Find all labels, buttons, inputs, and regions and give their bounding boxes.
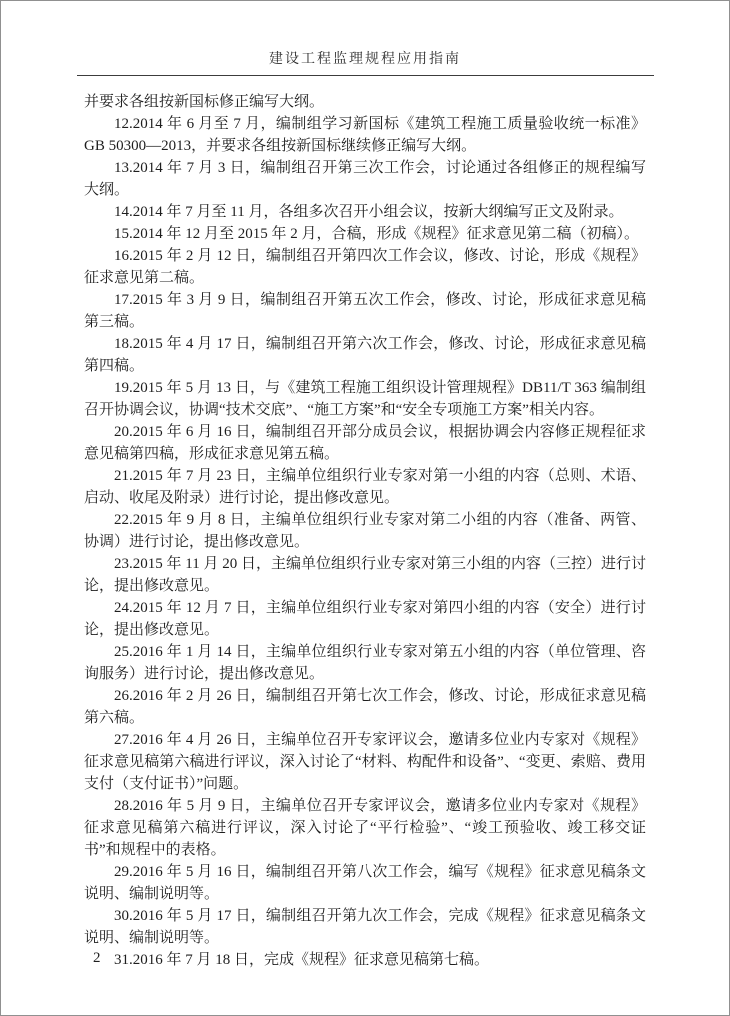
body-paragraph: 17.2015 年 3 月 9 日，编制组召开第五次工作会，修改、讨论，形成征求意见稿第三稿。	[84, 292, 646, 330]
body-paragraph: 20.2015 年 6 月 16 日，编制组召开部分成员会议，根据协调会内容修正规程征求意见稿第四稿，形成征求意见第五稿。	[84, 424, 646, 462]
body-paragraph: 18.2015 年 4 月 17 日，编制组召开第六次工作会，修改、讨论，形成征求意见稿第四稿。	[84, 336, 646, 374]
body-paragraph: 30.2016 年 5 月 17 日，编制组召开第九次工作会，完成《规程》征求意见稿条文说明、编制说明等。	[84, 908, 646, 946]
body-paragraph: 28.2016 年 5 月 9 日，主编单位召开专家评议会，邀请多位业内专家对《规程》征求意见稿第六稿进行评议，深入讨论了“平行检验”、“竣工预验收、竣工移交证书”和规程中的表格。	[84, 798, 646, 858]
body-paragraph: 19.2015 年 5 月 13 日，与《建筑工程施工组织设计管理规程》DB11/T 363 编制组召开协调会议，协调“技术交底”、“施工方案”和“安全专项施工方案”相关内容。	[84, 380, 646, 418]
body-paragraph: 25.2016 年 1 月 14 日，主编单位组织行业专家对第五小组的内容（单位管理、咨询服务）进行讨论，提出修改意见。	[84, 644, 646, 682]
page-number: 2	[93, 950, 101, 966]
running-header-title: 建设工程监理规程应用指南	[269, 52, 461, 67]
body-paragraph: 22.2015 年 9 月 8 日，主编单位组织行业专家对第二小组的内容（准备、两管、协调）进行讨论，提出修改意见。	[84, 512, 646, 550]
header-rule	[77, 75, 654, 76]
body-paragraph: 并要求各组按新国标修正编写大纲。	[84, 94, 325, 110]
body-paragraph: 14.2014 年 7 月至 11 月，各组多次召开小组会议，按新大纲编写正文及附录。	[114, 204, 624, 220]
body-paragraph: 29.2016 年 5 月 16 日，编制组召开第八次工作会，编写《规程》征求意见稿条文说明、编制说明等。	[84, 864, 646, 902]
body-paragraph: 24.2015 年 12 月 7 日，主编单位组织行业专家对第四小组的内容（安全）进行讨论，提出修改意见。	[84, 600, 646, 638]
body-paragraph: 16.2015 年 2 月 12 日，编制组召开第四次工作会议，修改、讨论，形成《规程》征求意见第二稿。	[84, 248, 646, 286]
body-paragraph: 23.2015 年 11 月 20 日，主编单位组织行业专家对第三小组的内容（三控）进行讨论，提出修改意见。	[84, 556, 646, 594]
running-header	[1, 1, 729, 68]
body-paragraph: 13.2014 年 7 月 3 日，编制组召开第三次工作会，讨论通过各组修正的规程编写大纲。	[84, 160, 646, 198]
body-paragraph: 12.2014 年 6 月至 7 月，编制组学习新国标《建筑工程施工质量验收统一标准》GB 50300—2013，并要求各组按新国标继续修正编写大纲。	[84, 116, 646, 154]
body-paragraph: 27.2016 年 4 月 26 日，主编单位召开专家评议会，邀请多位业内专家对《规程》征求意见稿第六稿进行评议，深入讨论了“材料、构配件和设备”、“变更、索赔、费用支付（支付证书）”问题。	[84, 732, 646, 792]
body-paragraph: 31.2016 年 7 月 18 日，完成《规程》征求意见稿第七稿。	[114, 952, 490, 968]
body-paragraph: 15.2014 年 12 月至 2015 年 2 月，合稿，形成《规程》征求意见第二稿（初稿）。	[114, 226, 640, 242]
body-paragraph: 26.2016 年 2 月 26 日，编制组召开第七次工作会，修改、讨论，形成征求意见稿第六稿。	[84, 688, 646, 726]
body-paragraph: 21.2015 年 7 月 23 日，主编单位组织行业专家对第一小组的内容（总则、术语、启动、收尾及附录）进行讨论，提出修改意见。	[84, 468, 646, 506]
body-text	[84, 91, 646, 971]
